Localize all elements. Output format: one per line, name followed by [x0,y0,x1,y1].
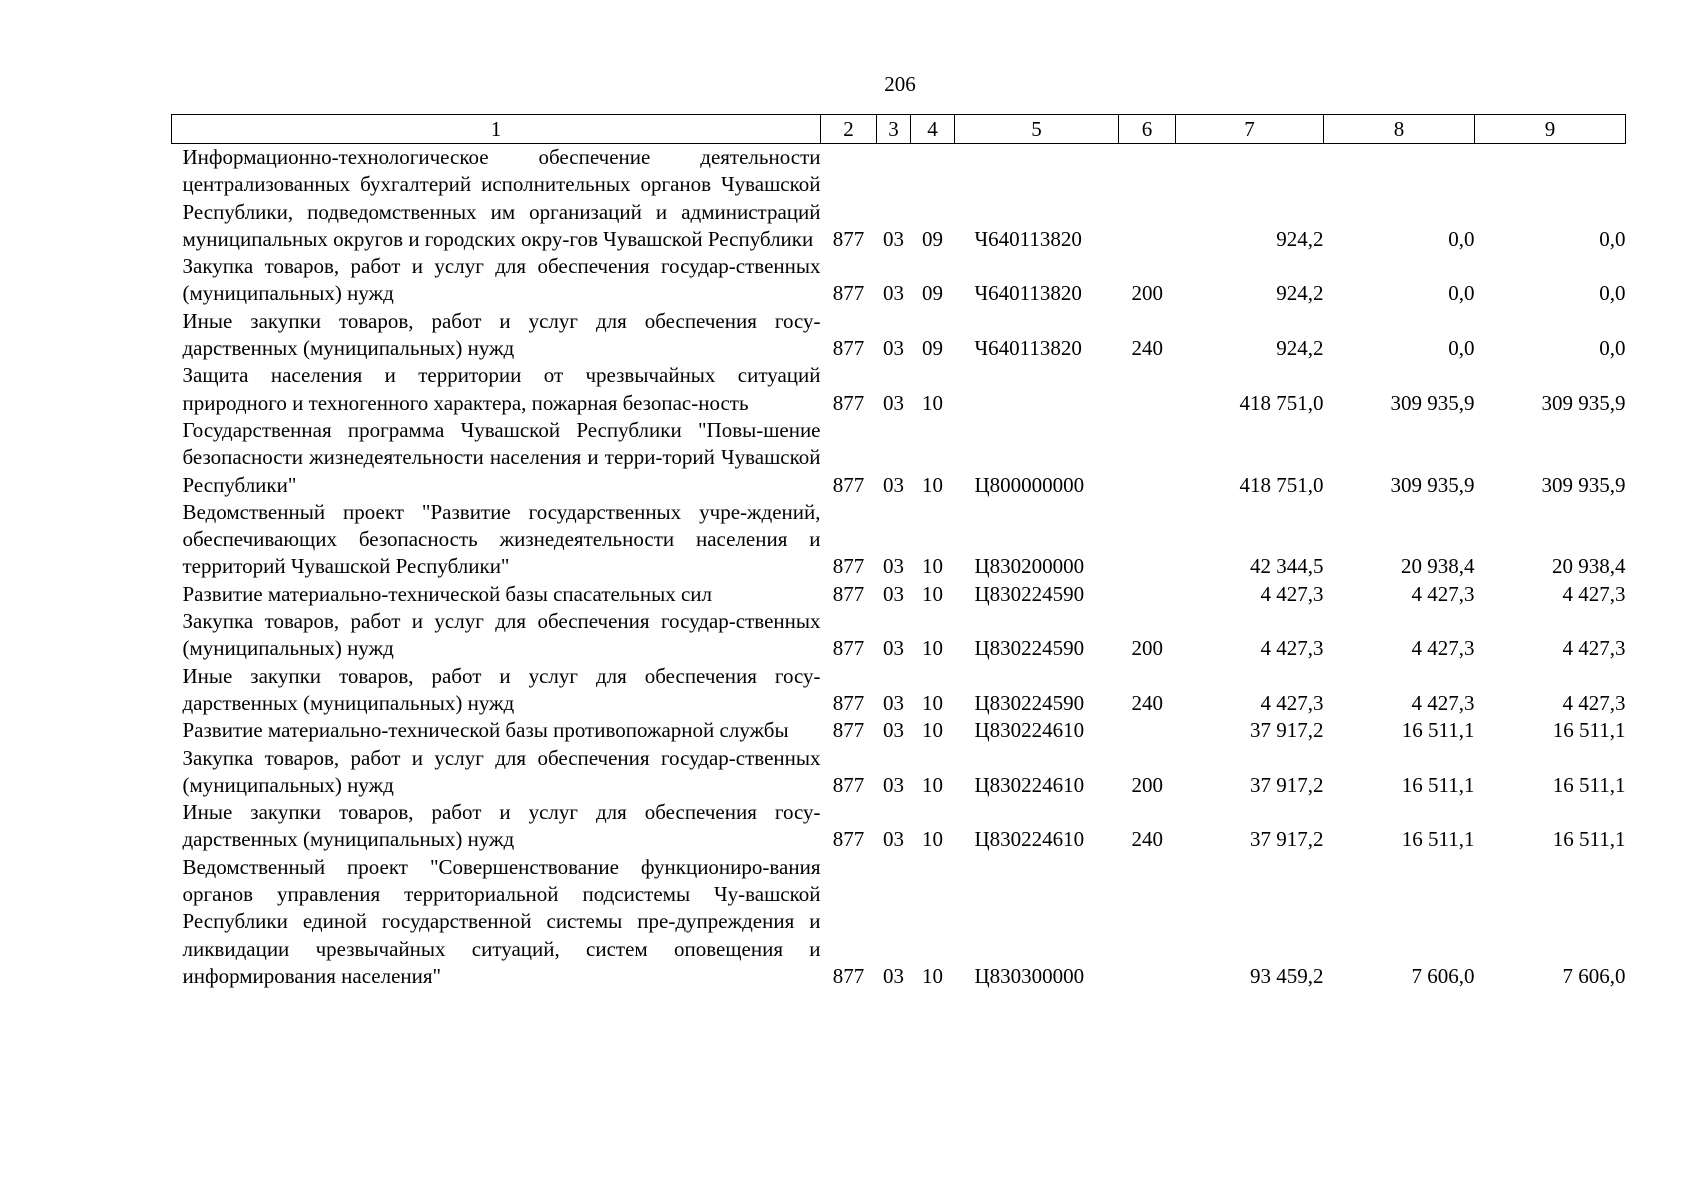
row-section-code: 03 [883,827,904,852]
row-subsection-code: 10 [922,581,943,606]
row-expense-type: 200 [1131,636,1163,661]
row-amount-col7: 42 344,5 [1250,554,1324,579]
row-amount-col7: 4 427,3 [1260,636,1324,661]
table-row [172,717,1626,744]
row-name: Развитие материально-технической базы спасательных сил [182,581,713,606]
row-amount-col7: 924,2 [1276,226,1324,251]
table-row [172,499,1626,581]
row-target-article: Ц830224610 [974,772,1085,797]
row-amount-col9: 4 427,3 [1562,690,1626,715]
row-target-article: Ч640113820 [974,336,1082,361]
row-grbs-code: 877 [832,772,865,797]
row-name: Закупка товаров, работ и услуг для обеспечения государ-ственных (муниципальных) нужд [182,609,821,661]
row-target-article: Ц830224610 [974,827,1085,852]
row-target-article: Ц830200000 [974,554,1085,579]
row-section-code: 03 [883,472,904,497]
header-col-8: 8 [1324,115,1475,144]
row-expense-type [1119,417,1176,499]
row-grbs-code: 877 [832,636,865,661]
row-section-code: 03 [883,690,904,715]
header-col-9: 9 [1475,115,1626,144]
row-grbs-code: 877 [832,390,865,415]
row-amount-col9: 309 935,9 [1541,390,1626,415]
row-name: Иные закупки товаров, работ и услуг для обеспечения госу-дарственных (муниципальных) нужд [182,308,821,361]
row-amount-col7: 4 427,3 [1260,581,1324,606]
row-subsection-code: 09 [922,336,943,361]
row-subsection-code: 10 [922,718,943,743]
row-amount-col9: 16 511,1 [1552,772,1626,797]
table-row [172,144,1626,254]
row-amount-col8: 0,0 [1448,281,1475,306]
table-row [172,745,1626,800]
budget-table-container [171,114,1626,990]
row-subsection-code: 10 [922,963,943,988]
row-name: Развитие материально-технической базы противопожарной службы [182,718,789,743]
row-subsection-code: 09 [922,226,943,251]
table-body [172,144,1626,991]
row-section-code: 03 [883,390,904,415]
row-amount-col9: 0,0 [1599,281,1626,306]
row-section-code: 03 [883,581,904,606]
row-subsection-code: 10 [922,690,943,715]
row-subsection-code: 09 [922,281,943,306]
row-grbs-code: 877 [832,554,865,579]
row-name: Иные закупки товаров, работ и услуг для обеспечения госу-дарственных (муниципальных) нужд [182,663,821,715]
row-target-article: Ц800000000 [974,472,1085,497]
row-name: Иные закупки товаров, работ и услуг для обеспечения госу-дарственных (муниципальных) нужд [182,800,821,852]
header-col-6: 6 [1119,115,1176,144]
row-expense-type [1119,581,1176,608]
table-row [172,799,1626,854]
row-amount-col7: 37 917,2 [1250,718,1324,743]
table-row [172,417,1626,499]
row-section-code: 03 [883,636,904,661]
table-row [172,581,1626,608]
row-section-code: 03 [883,963,904,988]
header-col-2: 2 [821,115,877,144]
row-target-article: Ц830224590 [974,636,1085,661]
row-amount-col9: 0,0 [1599,336,1626,361]
row-expense-type: 240 [1131,827,1163,852]
row-target-article: Ц830224590 [974,581,1085,606]
row-expense-type [1119,854,1176,990]
row-name: Информационно-технологическое обеспечение деятельности централизованных бухгалтерий исполнительных органов Чувашской Республики, подведомственных им организаций и администраций муниципальных округов и городских окру-гов Чувашской Республики [182,145,821,251]
page-number: 206 [884,72,916,96]
row-amount-col8: 16 511,1 [1401,772,1475,797]
row-subsection-code: 10 [922,472,943,497]
row-grbs-code: 877 [832,963,865,988]
row-expense-type [1119,717,1176,744]
row-grbs-code: 877 [832,281,865,306]
row-expense-type: 240 [1131,690,1163,715]
row-target-article: Ч640113820 [974,226,1082,251]
row-target-article: Ч640113820 [974,281,1082,306]
row-amount-col9: 4 427,3 [1562,581,1626,606]
table-row [172,362,1626,417]
row-amount-col8: 16 511,1 [1401,718,1475,743]
row-expense-type: 240 [1131,336,1163,361]
header-col-7: 7 [1176,115,1324,144]
row-amount-col9: 20 938,4 [1552,554,1626,579]
row-subsection-code: 10 [922,772,943,797]
row-section-code: 03 [883,554,904,579]
row-amount-col8: 20 938,4 [1401,554,1475,579]
row-name: Ведомственный проект "Совершенствование функциониро-вания органов управления территориальной подсистемы Чу-вашской Республики единой государственной системы пре-дупреждения и ликвидации чрезвычайных ситуаций, систем оповещения и информирования населения" [182,854,821,988]
row-amount-col7: 924,2 [1276,281,1324,306]
row-grbs-code: 877 [832,827,865,852]
row-section-code: 03 [883,226,904,251]
row-amount-col8: 309 935,9 [1390,472,1475,497]
row-expense-type [1119,144,1176,254]
row-subsection-code: 10 [922,636,943,661]
row-name: Защита населения и территории от чрезвычайных ситуаций природного и техногенного характера, пожарная безопас-ность [182,363,821,415]
row-amount-col8: 309 935,9 [1390,390,1475,415]
row-amount-col7: 37 917,2 [1250,827,1324,852]
row-grbs-code: 877 [832,690,865,715]
budget-table [171,114,1626,990]
row-amount-col7: 418 751,0 [1239,390,1324,415]
row-grbs-code: 877 [832,718,865,743]
row-section-code: 03 [883,281,904,306]
header-col-4: 4 [911,115,955,144]
row-amount-col8: 0,0 [1448,226,1475,251]
row-subsection-code: 10 [922,827,943,852]
row-amount-col7: 93 459,2 [1250,963,1324,988]
row-grbs-code: 877 [832,226,865,251]
row-section-code: 03 [883,718,904,743]
row-expense-type [1119,499,1176,581]
table-header [172,115,1626,144]
row-amount-col9: 7 606,0 [1562,963,1626,988]
row-target-article: Ц830300000 [974,963,1085,988]
row-grbs-code: 877 [832,581,865,606]
row-amount-col8: 7 606,0 [1411,963,1475,988]
row-amount-col7: 37 917,2 [1250,772,1324,797]
table-row [172,308,1626,363]
table-row [172,663,1626,718]
header-row [172,115,1626,144]
row-section-code: 03 [883,772,904,797]
row-name: Государственная программа Чувашской Республики "Повы-шение безопасности жизнедеятельности населения и терри-торий Чувашской Республики" [182,417,821,497]
header-col-3: 3 [877,115,911,144]
row-grbs-code: 877 [832,336,865,361]
row-name: Закупка товаров, работ и услуг для обеспечения государ-ственных (муниципальных) нужд [182,254,821,306]
row-subsection-code: 10 [922,390,943,415]
row-amount-col8: 4 427,3 [1411,690,1475,715]
row-target-article: Ц830224590 [974,690,1085,715]
row-amount-col8: 4 427,3 [1411,636,1475,661]
header-col-1: 1 [172,115,821,144]
row-grbs-code: 877 [832,472,865,497]
row-amount-col8: 16 511,1 [1401,827,1475,852]
table-row [172,253,1626,308]
row-expense-type: 200 [1131,772,1163,797]
row-target-article [955,362,1119,417]
row-name: Ведомственный проект "Развитие государственных учре-ждений, обеспечивающих безопасность жизнедеятельности населения и территорий Чувашской Республики" [182,499,821,579]
row-target-article: Ц830224610 [974,718,1085,743]
row-amount-col7: 418 751,0 [1239,472,1324,497]
row-name: Закупка товаров, работ и услуг для обеспечения государ-ственных (муниципальных) нужд [182,745,821,797]
row-amount-col9: 4 427,3 [1562,636,1626,661]
table-row [172,854,1626,990]
table-row [172,608,1626,663]
row-amount-col9: 16 511,1 [1552,718,1626,743]
row-amount-col9: 309 935,9 [1541,472,1626,497]
row-expense-type [1119,362,1176,417]
row-amount-col8: 0,0 [1448,336,1475,361]
row-amount-col7: 924,2 [1276,336,1324,361]
row-amount-col7: 4 427,3 [1260,690,1324,715]
row-amount-col8: 4 427,3 [1411,581,1475,606]
row-amount-col9: 16 511,1 [1552,827,1626,852]
row-subsection-code: 10 [922,554,943,579]
row-amount-col9: 0,0 [1599,226,1626,251]
row-expense-type: 200 [1131,281,1163,306]
header-col-5: 5 [955,115,1119,144]
row-section-code: 03 [883,336,904,361]
